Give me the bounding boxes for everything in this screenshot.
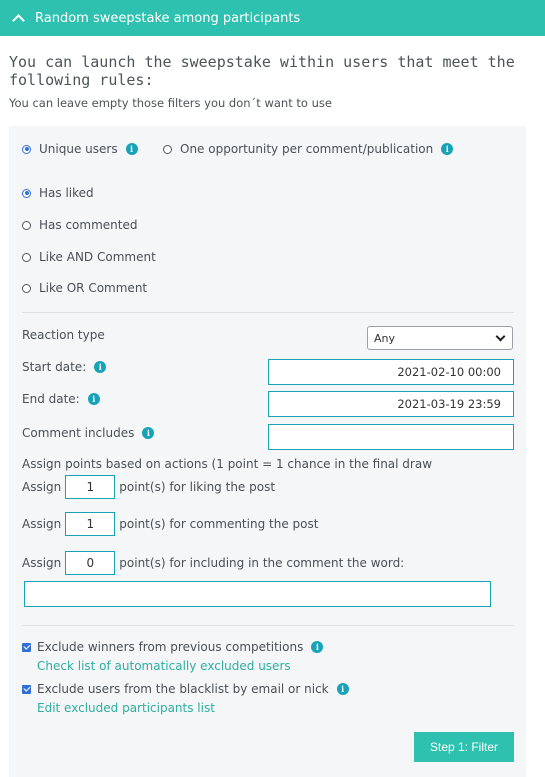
end-date-label bbox=[22, 392, 100, 406]
intro-subtitle: You can leave empty those filters you don´t want to use bbox=[9, 96, 332, 110]
end-date-input[interactable]: 2021-03-19 23:59 bbox=[268, 391, 514, 417]
info-icon[interactable]: i bbox=[337, 683, 349, 695]
radio-label: One opportunity per comment/publication bbox=[180, 142, 434, 156]
header-title: Random sweepstake among participants bbox=[35, 10, 301, 26]
start-date-text: Start date: bbox=[22, 360, 87, 374]
step1-filter-button[interactable]: Step 1: Filter bbox=[414, 732, 514, 762]
word-points-input[interactable]: 0 bbox=[65, 551, 115, 575]
divider bbox=[22, 312, 514, 313]
reaction-type-value: Any bbox=[374, 331, 396, 345]
chevron-up-icon bbox=[12, 14, 25, 27]
radio-one-opportunity[interactable] bbox=[163, 142, 453, 156]
radio-like-or-comment[interactable] bbox=[22, 281, 147, 295]
radio-has-liked[interactable] bbox=[22, 186, 94, 200]
radio-label: Like AND Comment bbox=[39, 250, 156, 264]
radio-has-commented[interactable] bbox=[22, 218, 137, 232]
info-icon[interactable]: i bbox=[88, 393, 100, 405]
intro-title: You can launch the sweepstake within users that meet the following rules: bbox=[9, 53, 515, 89]
radio-label: Has commented bbox=[39, 218, 138, 232]
assign-label: Assign bbox=[22, 556, 62, 570]
exclude-blacklist-label: Exclude users from the blacklist by email or nick bbox=[37, 682, 329, 696]
radio-unselected-icon[interactable] bbox=[163, 145, 172, 154]
points-heading: Assign points based on actions (1 point = 1 chance in the final draw bbox=[22, 457, 433, 471]
radio-selected-icon[interactable] bbox=[22, 189, 31, 198]
assign-like-row bbox=[22, 475, 275, 499]
comment-includes-label bbox=[22, 426, 154, 440]
info-icon[interactable]: i bbox=[126, 143, 138, 155]
radio-unselected-icon[interactable] bbox=[22, 284, 31, 293]
like-points-text: point(s) for liking the post bbox=[119, 480, 276, 494]
assign-word-row bbox=[22, 551, 404, 575]
word-points-text: point(s) for including in the comment the word: bbox=[119, 556, 405, 570]
radio-label: Unique users bbox=[39, 142, 118, 156]
info-icon[interactable]: i bbox=[441, 143, 453, 155]
radio-unselected-icon[interactable] bbox=[22, 221, 31, 230]
exclude-winners-row[interactable] bbox=[22, 640, 323, 654]
assign-comment-row bbox=[22, 512, 318, 536]
radio-unique-users[interactable] bbox=[22, 142, 138, 156]
info-icon[interactable]: i bbox=[142, 427, 154, 439]
divider bbox=[22, 625, 514, 626]
radio-label: Has liked bbox=[39, 186, 94, 200]
comment-includes-text: Comment includes bbox=[22, 426, 135, 440]
checkbox-checked-icon[interactable] bbox=[22, 643, 31, 652]
reaction-type-select[interactable] bbox=[367, 326, 513, 350]
like-points-input[interactable]: 1 bbox=[65, 475, 115, 499]
radio-selected-icon[interactable] bbox=[22, 145, 31, 154]
info-icon[interactable]: i bbox=[94, 361, 106, 373]
start-date-label bbox=[22, 360, 106, 374]
checkbox-checked-icon[interactable] bbox=[22, 685, 31, 694]
edit-excluded-list-link[interactable]: Edit excluded participants list bbox=[37, 701, 215, 715]
comment-includes-input[interactable] bbox=[268, 424, 514, 450]
sweepstake-header[interactable] bbox=[0, 0, 545, 36]
check-excluded-users-link[interactable]: Check list of automatically excluded users bbox=[37, 659, 291, 673]
start-date-input[interactable]: 2021-02-10 00:00 bbox=[268, 359, 514, 385]
exclude-blacklist-row[interactable] bbox=[22, 682, 349, 696]
radio-unselected-icon[interactable] bbox=[22, 253, 31, 262]
comment-points-text: point(s) for commenting the post bbox=[119, 517, 319, 531]
assign-label: Assign bbox=[22, 517, 62, 531]
radio-label: Like OR Comment bbox=[39, 281, 148, 295]
info-icon[interactable]: i bbox=[311, 641, 323, 653]
assign-label: Assign bbox=[22, 480, 62, 494]
chevron-down-icon bbox=[496, 332, 506, 342]
end-date-text: End date: bbox=[22, 392, 80, 406]
radio-like-and-comment[interactable] bbox=[22, 250, 156, 264]
reaction-type-label: Reaction type bbox=[22, 328, 105, 342]
exclude-winners-label: Exclude winners from previous competitions bbox=[37, 640, 304, 654]
comment-points-input[interactable]: 1 bbox=[65, 512, 115, 536]
word-input[interactable] bbox=[24, 581, 491, 607]
filters-panel bbox=[9, 126, 526, 777]
